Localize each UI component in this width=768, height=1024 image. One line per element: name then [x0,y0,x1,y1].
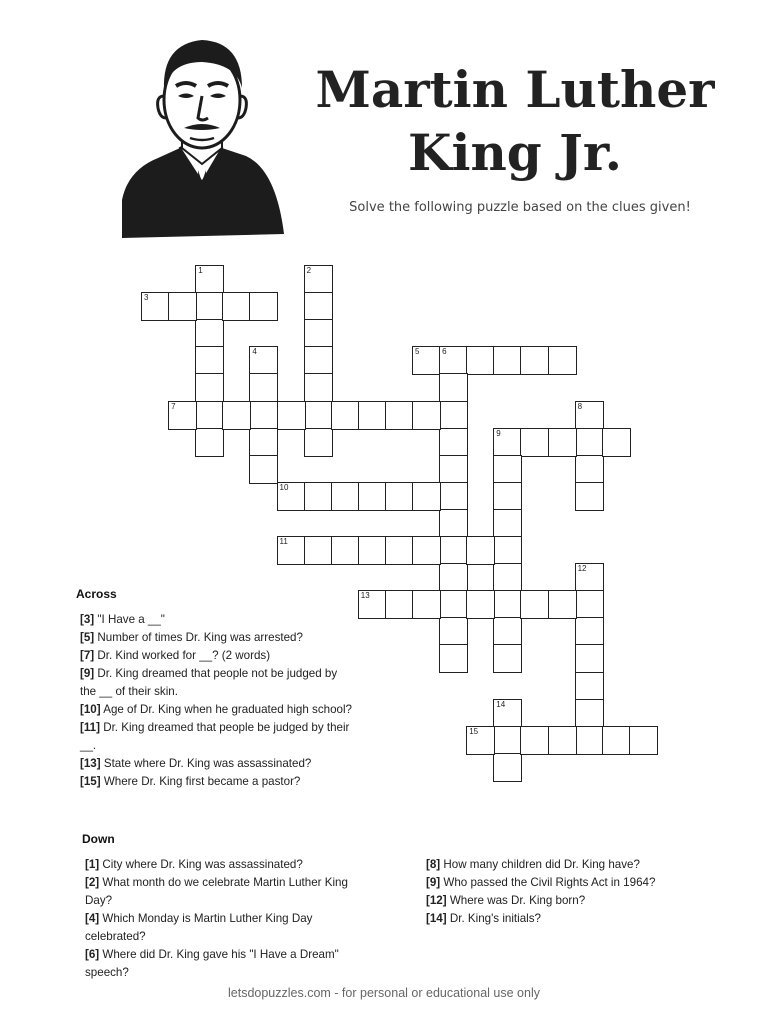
clue-number-label: [1] [85,858,100,871]
clue-number-label: [14] [426,912,447,925]
crossword-cell[interactable] [493,699,522,728]
clue-number: 12 [577,564,587,574]
crossword-cell[interactable] [222,292,251,321]
crossword-cell[interactable] [466,536,495,565]
crossword-cell[interactable] [629,726,658,755]
clue-number: 2 [306,266,312,275]
crossword-cell[interactable] [548,726,577,755]
crossword-cell[interactable] [385,536,414,565]
crossword-cell[interactable] [195,292,224,321]
clue-number-label: [13] [80,757,101,770]
crossword-cell[interactable] [331,401,360,430]
clue-number-label: [7] [80,649,95,662]
crossword-cell[interactable] [439,428,468,457]
crossword-cell[interactable] [358,401,387,430]
crossword-cell[interactable] [439,509,468,538]
crossword-cell[interactable] [602,726,631,755]
clue-number-label: [10] [80,703,101,716]
crossword-cell[interactable] [304,265,333,294]
crossword-cell[interactable] [439,536,468,565]
clue-number-label: [15] [80,775,101,788]
crossword-cell[interactable] [439,563,468,592]
crossword-cell[interactable] [493,428,522,457]
crossword-cell[interactable] [466,590,495,619]
crossword-cell[interactable] [304,536,333,565]
page-subtitle: Solve the following puzzle based on the clues given! [349,200,691,215]
crossword-cell[interactable] [195,319,224,348]
clue-item [426,892,706,910]
crossword-cell[interactable] [304,373,333,402]
crossword-cell[interactable] [304,319,333,348]
crossword-cell[interactable] [385,590,414,619]
crossword-cell[interactable] [439,455,468,484]
clue-number: 9 [496,428,501,438]
crossword-cell[interactable] [493,726,522,755]
clue-item [80,719,352,755]
clue-text: City where Dr. King was assassinated? [99,858,303,871]
crossword-cell[interactable] [304,292,333,321]
crossword-cell[interactable] [412,346,441,375]
clue-number: 10 [279,482,289,492]
clue-item [80,773,352,791]
clue-number: 4 [252,347,257,357]
clue-number-label: [12] [426,894,447,907]
crossword-cell[interactable] [575,455,604,484]
footer-credit: letsdopuzzles.com - for personal or educational use only [228,986,540,1000]
clue-text: Where did Dr. King gave his "I Have a Dream" speech? [85,948,339,979]
crossword-cell[interactable] [575,672,604,701]
crossword-cell[interactable] [575,726,604,755]
crossword-cell[interactable] [222,401,251,430]
clue-text: Number of times Dr. King was arrested? [94,631,303,644]
crossword-cell[interactable] [575,401,604,430]
clue-item [426,910,706,928]
crossword-cell[interactable] [575,482,604,511]
clue-number-label: [8] [426,858,441,871]
clue-number-label: [2] [85,876,100,889]
clue-item [80,701,352,719]
crossword-cell[interactable] [439,590,468,619]
crossword-cell[interactable] [195,428,224,457]
clue-item [85,910,370,946]
clue-text: Dr. Kind worked for __? (2 words) [94,649,271,662]
crossword-cell[interactable] [385,401,414,430]
crossword-cell[interactable] [493,644,522,673]
clue-text: Where Dr. King first became a pastor? [100,775,301,788]
crossword-cell[interactable] [331,482,360,511]
clue-text: What month do we celebrate Martin Luther King Day? [85,876,348,907]
crossword-cell[interactable] [385,482,414,511]
clue-item [80,647,352,665]
crossword-cell[interactable] [168,292,197,321]
title-line-1: Martin Luther [315,60,715,119]
crossword-cell[interactable] [493,509,522,538]
crossword-cell[interactable] [439,617,468,646]
crossword-cell[interactable] [575,617,604,646]
title-line-2: King Jr. [408,123,622,182]
clue-number-label: [3] [80,613,95,626]
crossword-cell[interactable] [520,590,549,619]
crossword-cell[interactable] [249,292,278,321]
clue-item [85,946,370,982]
clue-item [80,755,352,773]
crossword-cell[interactable] [493,346,522,375]
crossword-cell[interactable] [412,536,441,565]
clue-item [80,665,352,701]
down-clue-list-right [426,856,706,928]
crossword-cell[interactable] [520,428,549,457]
clue-item [85,874,370,910]
crossword-cell[interactable] [358,590,387,619]
clue-number: 6 [442,347,447,357]
clue-number: 14 [496,699,506,709]
crossword-cell[interactable] [602,428,631,457]
crossword-cell[interactable] [304,482,333,511]
crossword-cell[interactable] [466,346,495,375]
crossword-cell[interactable] [575,699,604,728]
crossword-cell[interactable] [575,644,604,673]
page-title [300,58,730,184]
clue-item [85,856,370,874]
clue-number: 11 [279,537,288,546]
crossword-cell[interactable] [493,753,522,782]
crossword-cell[interactable] [249,346,278,375]
clue-number-label: [9] [80,667,95,680]
across-clue-list [80,611,352,791]
clue-number: 8 [577,401,583,411]
clue-number: 3 [144,293,149,303]
crossword-cell[interactable] [304,346,333,375]
crossword-cell[interactable] [493,590,522,619]
crossword-cell[interactable] [520,346,549,375]
clue-number-label: [9] [426,876,441,889]
clue-text: Dr. King dreamed that people not be judged by the __ of their skin. [80,667,338,698]
crossword-cell[interactable] [439,373,468,402]
down-clue-list-left [85,856,370,982]
clue-number-label: [4] [85,912,100,925]
crossword-cell[interactable] [439,346,468,375]
crossword-cell[interactable] [548,346,577,375]
clue-item [426,856,706,874]
clue-number: 7 [171,401,176,411]
crossword-cell[interactable] [249,428,278,457]
crossword-cell[interactable] [548,590,577,619]
clue-text: Dr. King dreamed that people be judged by their __. [80,721,350,752]
clue-item [80,611,352,629]
crossword-cell[interactable] [493,536,522,565]
crossword-cell[interactable] [439,482,468,511]
crossword-cell[interactable] [168,401,197,430]
crossword-cell[interactable] [575,428,604,457]
clue-text: "I Have a __" [94,613,165,626]
crossword-cell[interactable] [358,482,387,511]
clue-number: 5 [415,347,420,357]
crossword-cell[interactable] [439,644,468,673]
clue-number-label: [11] [80,721,100,734]
crossword-cell[interactable] [249,455,278,484]
crossword-cell[interactable] [141,292,170,321]
crossword-cell[interactable] [466,726,495,755]
down-heading: Down [82,832,115,846]
crossword-cell[interactable] [277,401,306,430]
crossword-cell[interactable] [277,482,306,511]
crossword-cell[interactable] [412,401,441,430]
crossword-cell[interactable] [277,536,306,565]
crossword-cell[interactable] [575,563,604,592]
clue-number: 1 [198,266,203,275]
clue-text: Where was Dr. King born? [446,894,586,907]
crossword-cell[interactable] [548,428,577,457]
clue-number-label: [5] [80,631,95,644]
crossword-cell[interactable] [195,401,224,430]
crossword-cell[interactable] [304,401,333,430]
clue-item [426,874,706,892]
clue-text: Which Monday is Martin Luther King Day celebrated? [85,912,313,943]
crossword-cell[interactable] [358,536,387,565]
clue-number: 15 [469,726,479,736]
crossword-cell[interactable] [249,401,278,430]
clue-number: 13 [360,591,370,601]
crossword-cell[interactable] [520,726,549,755]
mlk-portrait-icon [118,30,286,242]
across-heading: Across [76,587,117,601]
clue-number-label: [6] [85,948,100,961]
crossword-cell[interactable] [195,265,224,294]
crossword-cell[interactable] [493,455,522,484]
clue-item [80,629,352,647]
crossword-cell[interactable] [493,563,522,592]
crossword-cell[interactable] [493,482,522,511]
clue-text: Age of Dr. King when he graduated high school? [100,703,353,716]
clue-text: State where Dr. King was assassinated? [100,757,312,770]
crossword-cell[interactable] [249,373,278,402]
clue-text: How many children did Dr. King have? [440,858,640,871]
crossword-cell[interactable] [493,617,522,646]
crossword-cell[interactable] [195,346,224,375]
crossword-cell[interactable] [439,401,468,430]
crossword-cell[interactable] [195,373,224,402]
crossword-cell[interactable] [412,590,441,619]
crossword-cell[interactable] [412,482,441,511]
crossword-cell[interactable] [304,428,333,457]
crossword-cell[interactable] [575,590,604,619]
clue-text: Dr. King's initials? [446,912,541,925]
clue-text: Who passed the Civil Rights Act in 1964? [440,876,656,889]
crossword-cell[interactable] [331,536,360,565]
